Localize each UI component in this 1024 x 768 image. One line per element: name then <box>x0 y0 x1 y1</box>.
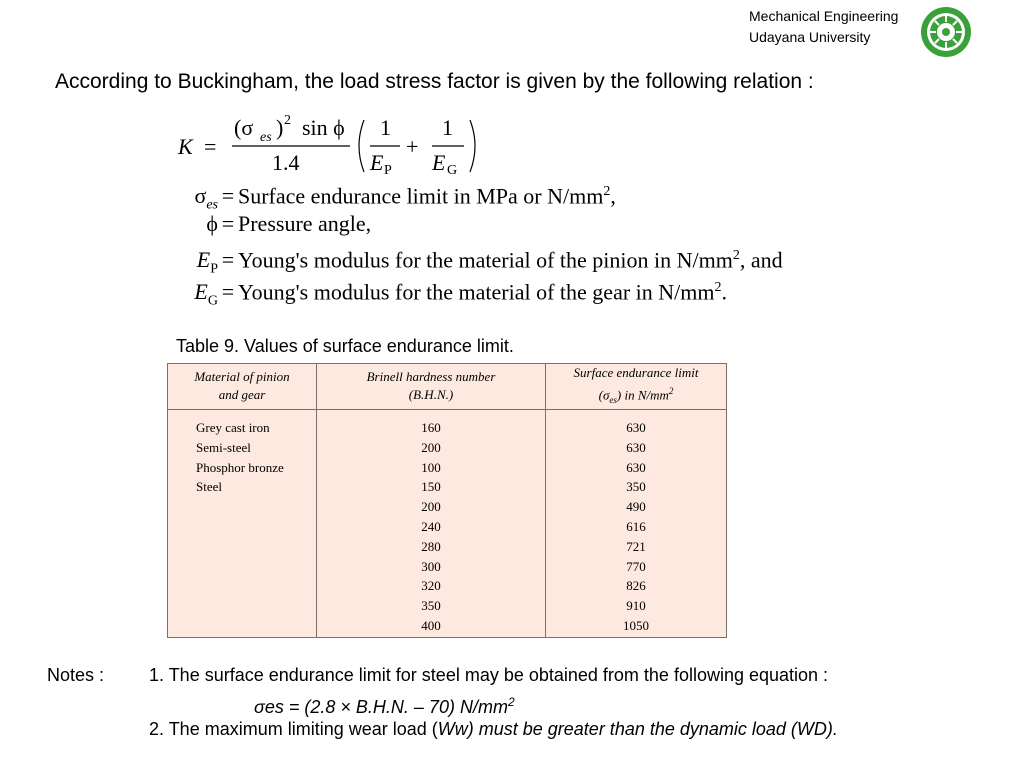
bhn-cell: 200 <box>421 439 441 455</box>
def-sup: 2 <box>603 184 611 199</box>
sel-cell: 770 <box>626 558 646 574</box>
bhn-cell: 400 <box>421 617 441 633</box>
equation-sup: 2 <box>507 695 515 709</box>
bhn-cell: 160 <box>421 419 441 435</box>
formula-eg: E <box>432 150 446 175</box>
sel-cell: 630 <box>626 459 646 475</box>
def-text: Young's modulus for the material of the gear in N/mm <box>238 279 715 305</box>
formula-ep: E <box>370 150 384 175</box>
surface-endurance-table <box>167 363 727 638</box>
sel-cell: 350 <box>626 479 646 495</box>
note-2-start: 2. The maximum limiting wear load ( <box>149 719 438 739</box>
def-text: Young's modulus for the material of the pinion in N/mm <box>238 247 733 273</box>
sel-cell: 616 <box>626 518 646 534</box>
def-sub: es <box>206 197 218 213</box>
university-seal-icon <box>920 6 972 58</box>
table-caption: Table 9. Values of surface endurance limit. <box>176 336 514 356</box>
def-symbol: ϕ <box>206 211 218 236</box>
department-label: Mechanical Engineering <box>749 8 899 24</box>
formula-lhs: K <box>178 134 193 159</box>
sel-cell: 721 <box>626 538 646 554</box>
header-sel-line2a: (σ <box>598 387 610 403</box>
sel-cell: 910 <box>626 598 646 614</box>
load-stress-formula <box>168 108 868 308</box>
note-2-end: Ww) must be greater than the dynamic load (WD). <box>437 719 838 739</box>
slide-header <box>749 6 898 48</box>
bhn-cell: 280 <box>421 538 441 554</box>
material-column <box>168 409 317 637</box>
definition-ep: $E_P$ = Young's modulus for the material of the pinion in $N/mm^2$, and <box>196 247 783 277</box>
header-sel-sup: 2 <box>668 386 674 396</box>
header-sel <box>546 364 727 410</box>
sel-cell: 630 <box>626 439 646 455</box>
formula-equals: = <box>204 134 217 159</box>
formula-square: 2 <box>284 113 291 128</box>
formula-denominator: 1.4 <box>272 150 300 175</box>
def-symbol: E <box>194 279 208 305</box>
header-bhn <box>317 364 546 410</box>
formula-ep-sub: P <box>384 163 392 178</box>
formula-eg-sub: G <box>447 163 458 178</box>
note-2 <box>149 716 838 743</box>
formula-sigma-sub: es <box>260 130 272 145</box>
def-symbol: E <box>196 247 211 273</box>
material-cell: Steel <box>196 479 222 495</box>
def-sup: 2 <box>732 248 740 263</box>
bhn-cell: 200 <box>421 499 441 515</box>
bhn-cell: 350 <box>421 598 441 614</box>
bhn-cell: 150 <box>421 479 441 495</box>
notes-label: Notes : <box>47 665 105 685</box>
sel-cell: 630 <box>626 419 646 435</box>
bhn-column <box>317 409 546 637</box>
def-sup: 2 <box>714 280 722 295</box>
def-symbol: σ <box>194 183 207 209</box>
intro-text: According to Buckingham, the load stress factor is given by the following relation : <box>55 70 814 93</box>
header-bhn-line2: (B.H.N.) <box>408 387 454 403</box>
sel-cell: 490 <box>626 499 646 515</box>
definition-sigma-es: $\sigma_{es}$ = Surface endurance limit in MPa or $N/mm^2$, <box>194 183 616 213</box>
def-text: Surface endurance limit in MPa or N/mm <box>238 183 604 209</box>
university-label: Udayana University <box>749 29 871 45</box>
def-sub: G <box>207 293 218 309</box>
header-bhn-line1: Brinell hardness number <box>366 369 496 385</box>
formula-plus: + <box>406 134 419 159</box>
header-sel-sub: es <box>609 394 617 405</box>
def-sub: P <box>210 261 218 277</box>
formula-left-paren <box>359 120 364 172</box>
header-sel-line2b: ) in N/mm <box>616 387 669 403</box>
bhn-cell: 300 <box>421 558 441 574</box>
header-material-line1: Material of pinion <box>194 369 290 385</box>
header-material <box>168 364 317 410</box>
def-text: Pressure angle, <box>238 211 372 236</box>
formula-sigma: (σ <box>234 115 254 140</box>
header-material-line2: and gear <box>218 387 266 403</box>
def-tail: , <box>610 183 616 209</box>
table-row <box>168 409 727 637</box>
equation-text: σes = (2.8 × B.H.N. – 70) N/mm <box>254 697 508 717</box>
formula-one-a: 1 <box>380 115 391 140</box>
formula-one-b: 1 <box>442 115 453 140</box>
formula-sin-phi: sin ϕ <box>302 115 345 140</box>
material-cell: Grey cast iron <box>196 419 270 435</box>
sel-cell: 1050 <box>623 617 649 633</box>
definition-eg: $E_G$ = Young's modulus for the material of the gear in $N/mm^2$. <box>194 279 727 309</box>
def-tail: , and <box>739 247 783 273</box>
def-tail: . <box>721 279 727 305</box>
formula-k-equation <box>168 108 498 180</box>
note-1: 1. The surface endurance limit for steel may be obtained from the following equation : <box>149 665 829 685</box>
material-cell: Phosphor bronze <box>196 459 284 475</box>
formula-right-paren <box>470 120 475 172</box>
bhn-cell: 240 <box>421 518 441 534</box>
bhn-cell: 320 <box>421 578 441 594</box>
table-header-row <box>168 364 727 410</box>
header-sel-line1: Surface endurance limit <box>573 365 699 380</box>
bhn-cell: 100 <box>421 459 441 475</box>
formula-close-paren: ) <box>276 115 284 140</box>
sel-cell: 826 <box>626 578 646 594</box>
sel-column <box>546 409 727 637</box>
definition-phi: ϕ = Pressure angle, <box>206 211 372 236</box>
material-cell: Semi-steel <box>196 439 251 455</box>
